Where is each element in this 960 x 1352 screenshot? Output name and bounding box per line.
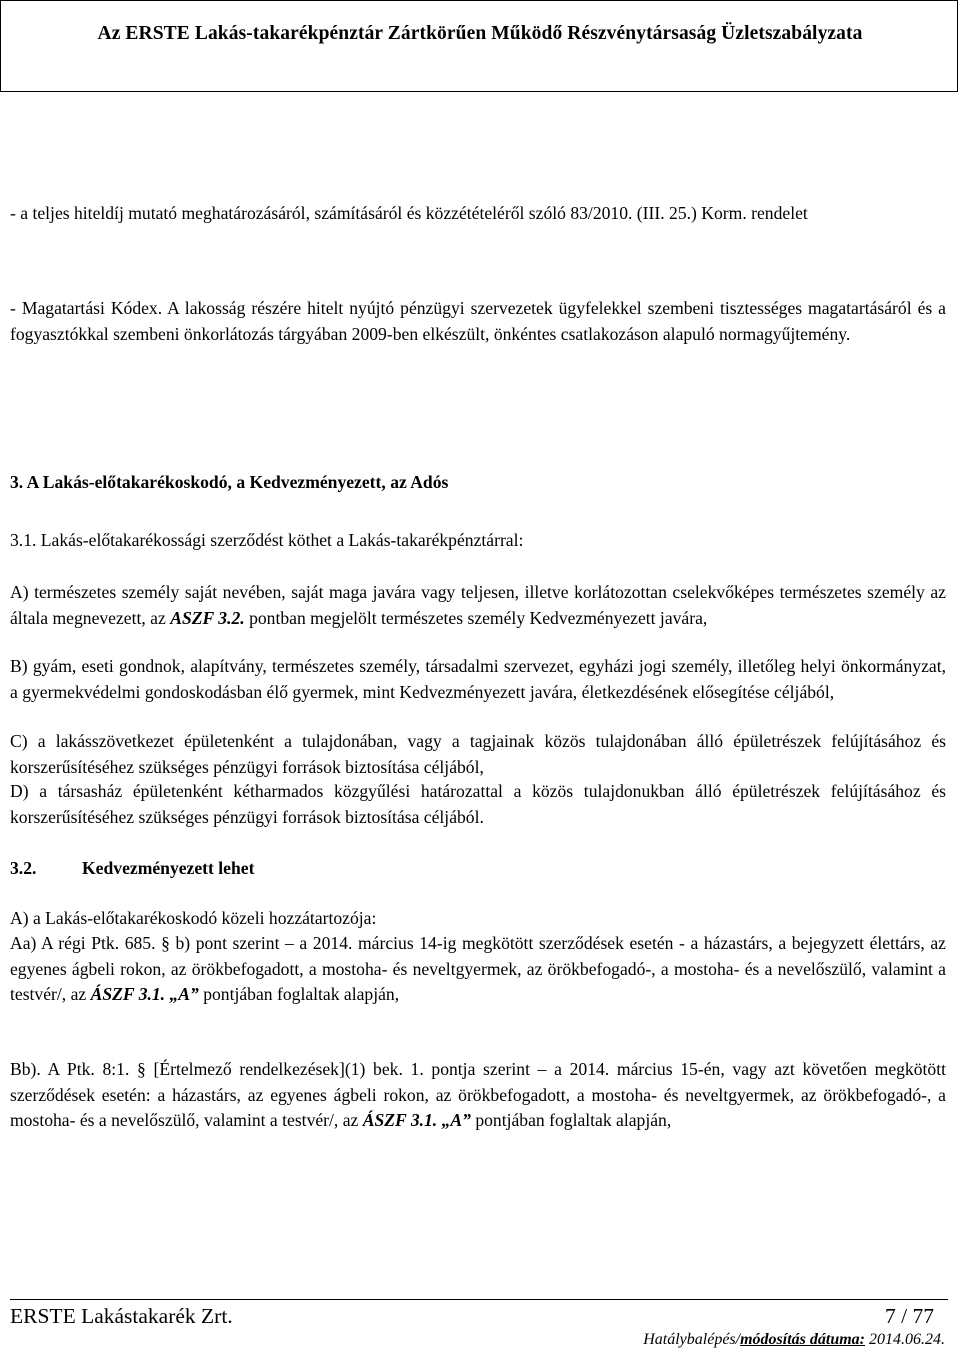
document-title: Az ERSTE Lakás-takarékpénztár Zártkörűen Működő Részvénytársaság Üzletszabályzata: [97, 23, 863, 44]
item-a-text-1: A) természetes személy saját nevében, saját maga javára vagy teljesen, illetve korlátozottan cselekvőképes természetes személy az általa megnevezett, az: [10, 582, 946, 628]
footer-company: ERSTE Lakástakarék Zrt.: [10, 1304, 233, 1328]
footer-modification-label: módosítás dátuma:: [740, 1331, 865, 1348]
section-heading-3: 3. A Lakás-előtakarékoskodó, a Kedvezményezett, az Adós: [10, 472, 449, 492]
footer-effective-date: [643, 1330, 945, 1350]
item-a: [10, 580, 946, 631]
section-title-3-2: Kedvezményezett lehet: [82, 858, 255, 878]
item-a-text-2: pontban megjelölt természetes személy Kedvezményezett javára,: [244, 607, 708, 628]
item-d: D) a társasház épületenként kétharmados közgyűlési határozattal a közös tulajdonukban álló épületrészek felújításához és korszerűsítéséhez szükséges pénzügyi források biztosítása céljából.: [10, 781, 946, 827]
section-heading-3-2: [10, 856, 254, 882]
footer-date-label: Hatálybalépés/: [643, 1331, 741, 1348]
paragraph-3-1: 3.1. Lakás-előtakarékossági szerződést köthet a Lakás-takarékpénztárral:: [10, 530, 524, 550]
item-b: B) gyám, eseti gondnok, alapítvány, természetes személy, társadalmi szervezet, egyházi jogi személy, illetőleg helyi önkormányzat, a gyermekvédelmi gondoskodásban élő gyermek, mint Kedvezményezett javára, életkezdésének elősegítése céljából,: [10, 656, 946, 702]
item-c: C) a lakásszövetkezet épületenként a tulajdonában, vagy a tagjainak közös tulajdonában álló épületrészek felújításához és korszerűsítéséhez szükséges pénzügyi források biztosítása céljából,: [10, 731, 946, 777]
item-aa: [10, 931, 946, 1008]
item-aa-text-1: Aa) A régi Ptk. 685. § b) pont szerint – a 2014. március 14-ig megkötött szerződések esetén - a házastárs, a bejegyzett élettárs, az egyenes ágbeli rokon, az örökbefogadott, a mostoha- és neveltgyermek, az örökbefogadó-, a mostoha- és a nevelőszülő, valamint a testvér/, az: [10, 933, 946, 1005]
item-a-reference: ASZF 3.2.: [170, 607, 245, 628]
item-bb-text-2: pontjában foglaltak alapján,: [470, 1110, 672, 1131]
paragraph-teljes-hiteldij: - a teljes hiteldíj mutató meghatározásáról, számításáról és közzétételéről szóló 83/2010. (III. 25.) Korm. rendelet: [10, 203, 808, 223]
item-aa-reference: ÁSZF 3.1. „A”: [90, 984, 199, 1005]
item-bb-text-1: Bb). A Ptk. 8:1. § [Értelmező rendelkezések](1) bek. 1. pontja szerint – a 2014. március 15-én, vagy azt követően megkötött szerződések esetén: a házastárs, az egyenes ágbeli rokon, az örökbefogadott, a mostoha- és neveltgyermek, az örökbefogadó-, a mostoha- és a nevelőszülő, valamint a testvér/, az: [10, 1059, 946, 1131]
paragraph-magatartasi-kodex: - Magatartási Kódex. A lakosság részére hitelt nyújtó pénzügyi szervezetek ügyfelekkel szembeni tisztességes magatartásáról és a fogyasztókkal szembeni önkorlátozás tárgyában 2009-ben elkészült, önkéntes csatlakozáson alapuló normagyűjtemény.: [10, 298, 946, 344]
section-number-3-2: 3.2.: [10, 858, 37, 878]
footer-page-number: 7 / 77: [885, 1304, 934, 1328]
footer-date-value: 2014.06.24.: [865, 1331, 945, 1348]
header-box: [0, 0, 958, 92]
item-bb: [10, 1057, 946, 1134]
paragraph-3-2-a: A) a Lakás-előtakarékoskodó közeli hozzátartozója:: [10, 908, 377, 928]
item-aa-text-2: pontjában foglaltak alapján,: [198, 984, 400, 1005]
footer-divider: [10, 1299, 948, 1300]
item-bb-reference: ÁSZF 3.1. „A”: [362, 1110, 471, 1131]
